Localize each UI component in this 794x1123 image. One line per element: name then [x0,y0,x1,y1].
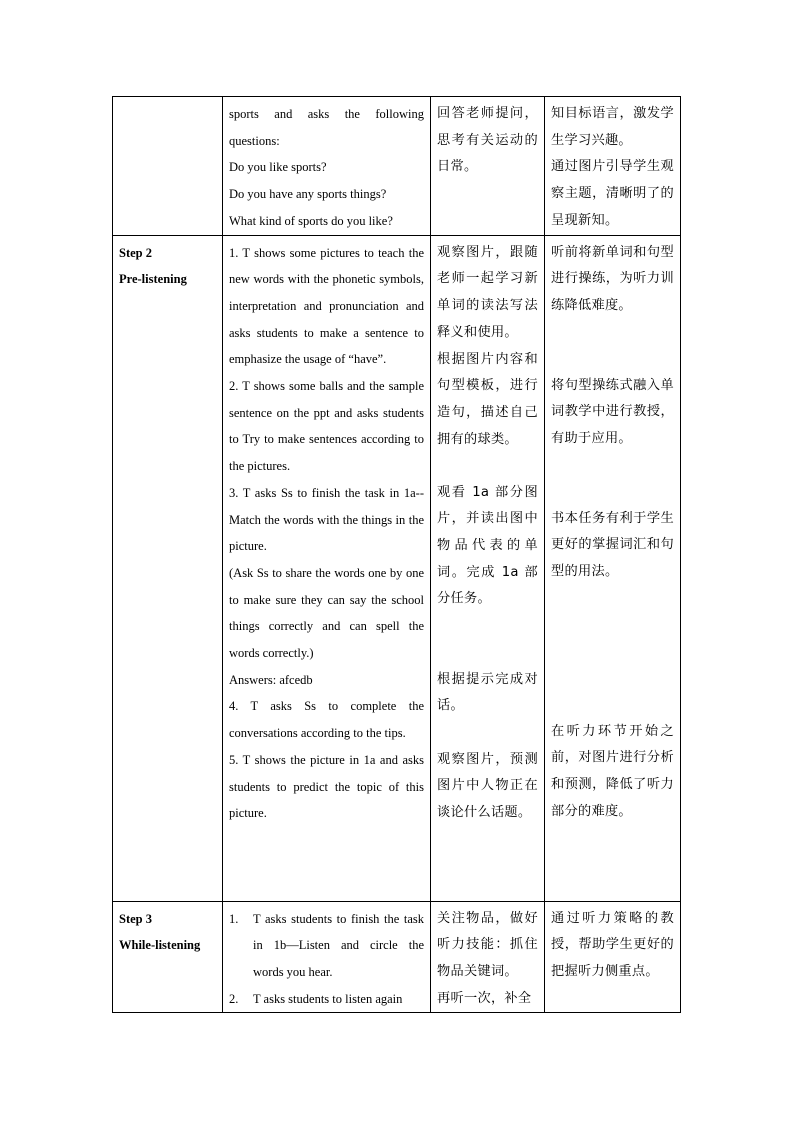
activity-item: 4. T asks Ss to complete the conversations according to the tips. [229,699,424,741]
table-row [113,235,681,901]
table-row [113,901,681,1013]
activity-answers: Answers: afcedb [229,672,313,687]
step-cell [113,97,223,236]
purpose-text: 将句型操练式融入单词教学中进行教授，有助于应用。 [551,377,674,446]
student-cell [431,901,545,1013]
activity-cell [223,235,431,901]
student-text: 观察图片，预测图片中人物正在谈论什么话题。 [437,751,538,820]
student-text: 观看 1a 部分图片，并读出图中物品代表的单词。完成 1a 部分任务。 [437,484,538,607]
activity-text: sports and asks the following questions: [229,107,424,148]
activity-item: 3. T asks Ss to finish the task in 1a--Match the words with the things in the picture. [229,485,424,554]
purpose-text: 通过听力策略的教授，帮助学生更好的把握听力侧重点。 [551,910,674,979]
student-text: 根据提示完成对话。 [437,671,538,714]
item-number: 2. [229,991,239,1006]
student-text: 再听一次，补全 [437,990,532,1006]
student-cell [431,235,545,901]
step-cell [113,235,223,901]
purpose-cell [545,97,681,236]
activity-text: Do you like sports? [229,160,327,175]
step-cell [113,901,223,1013]
table-row [113,97,681,236]
purpose-text: 在听力环节开始之前，对图片进行分析和预测，降低了听力部分的难度。 [551,723,674,819]
activity-item [229,906,424,986]
purpose-text: 听前将新单词和句型进行操练，为听力训练降低难度。 [551,244,674,313]
activity-item [229,986,424,1013]
step-title: Step 3 [119,911,152,926]
purpose-cell [545,235,681,901]
activity-cell [223,97,431,236]
item-number: 1. [229,911,239,926]
student-text: 观察图片，跟随老师一起学习新单词的读法写法释义和使用。 [437,244,538,340]
activity-item: 1. T shows some pictures to teach the new words with the phonetic symbols, interpretation and pronunciation and asks students to make a sentence to emphasize the usage of “have”. [229,245,424,367]
activity-cell [223,901,431,1013]
student-text: 回答老师提问，思考有关运动的日常。 [437,106,538,175]
step-title: Step 2 [119,245,152,260]
activity-note: (Ask Ss to share the words one by one to make sure they can say the school things correctly and can spell the words correctly.) [229,565,424,661]
step-subtitle: While-listening [119,938,201,953]
student-cell [431,97,545,236]
student-text: 根据图片内容和句型模板，进行造句，描述自己拥有的球类。 [437,351,538,447]
purpose-cell [545,901,681,1013]
activity-text: What kind of sports do you like? [229,213,393,228]
activity-item: 5. T shows the picture in 1a and asks students to predict the topic of this picture. [229,752,424,821]
step-subtitle: Pre-listening [119,272,187,287]
activity-text: Do you have any sports things? [229,187,387,202]
item-text: T asks students to listen again [253,991,403,1006]
lesson-plan-table [112,96,681,1013]
student-text: 关注物品，做好听力技能：抓住物品关键词。 [437,910,538,979]
purpose-text: 通过图片引导学生观察主题，清晰明了的呈现新知。 [551,159,674,228]
purpose-text: 书本任务有利于学生更好的掌握词汇和句型的用法。 [551,510,674,579]
purpose-text: 知目标语言，激发学生学习兴趣。 [551,106,674,148]
item-text: T asks students to finish the task in 1b—Listen and circle the words you hear. [253,911,424,979]
activity-item: 2. T shows some balls and the sample sentence on the ppt and asks students to Try to make sentences according to the pictures. [229,379,424,474]
